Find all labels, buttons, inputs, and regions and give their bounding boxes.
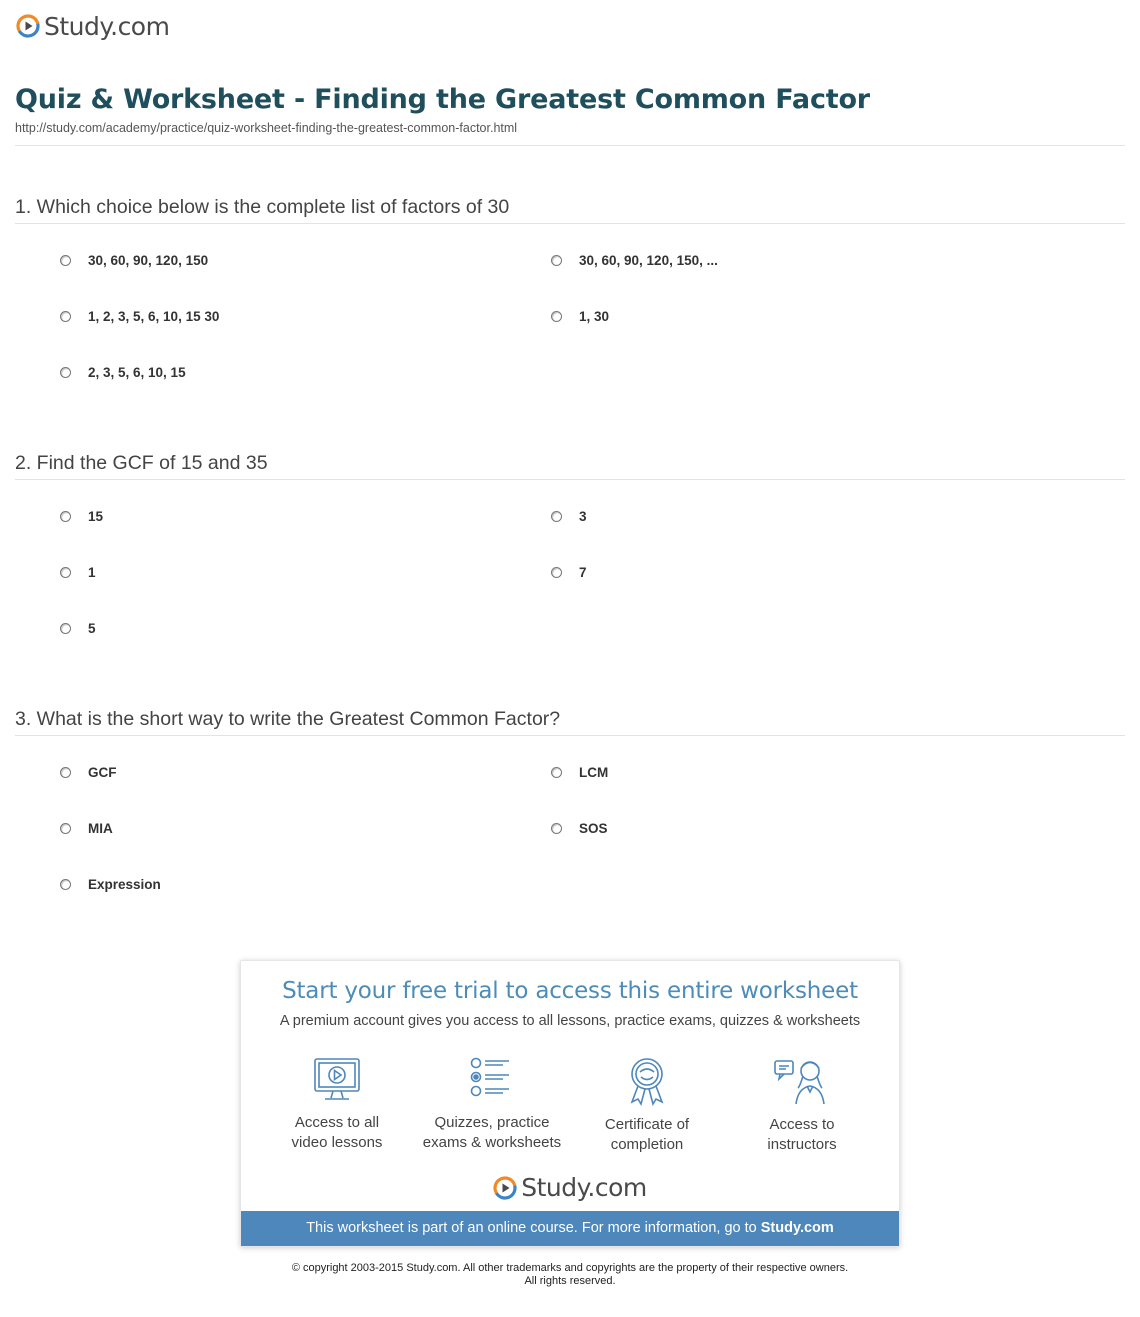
option-label: LCM: [579, 764, 609, 780]
option-label: 5: [88, 620, 96, 636]
option-label: 7: [579, 564, 587, 580]
feature-label-line: video lessons: [291, 1134, 383, 1151]
study-logo-icon: [16, 14, 40, 38]
instructor-icon: [772, 1056, 832, 1106]
feature-label: [572, 1115, 722, 1155]
answer-option[interactable]: [60, 618, 96, 638]
feature-label: [417, 1113, 567, 1153]
study-link[interactable]: Study.com: [760, 1220, 834, 1236]
radio-button[interactable]: [60, 767, 71, 778]
option-label: 3: [579, 508, 587, 524]
page-title: Quiz & Worksheet - Finding the Greatest Common Factor: [15, 84, 870, 115]
logo-text: Study.com: [44, 11, 170, 41]
feature-instructors: [727, 1056, 877, 1155]
feature-label-line: Access to: [769, 1116, 835, 1133]
radio-button[interactable]: [551, 311, 562, 322]
answer-option[interactable]: [551, 250, 718, 270]
copyright: [0, 1262, 1140, 1288]
answer-option[interactable]: [60, 762, 117, 782]
radio-button[interactable]: [60, 511, 71, 522]
header-divider: [15, 145, 1125, 146]
promo-footer-bar: [241, 1211, 899, 1246]
option-label: 15: [88, 508, 104, 524]
study-logo-icon: [493, 1176, 517, 1200]
feature-label-line: instructors: [767, 1136, 837, 1153]
option-label: GCF: [88, 764, 117, 780]
answer-option[interactable]: [60, 818, 113, 838]
answer-option[interactable]: [551, 562, 587, 582]
site-logo[interactable]: [16, 10, 169, 42]
radio-button[interactable]: [551, 823, 562, 834]
answer-option[interactable]: [551, 762, 608, 782]
answer-option[interactable]: [60, 874, 161, 894]
question-text: 1. Which choice below is the complete list of factors of 30: [15, 196, 510, 218]
feature-label-line: Certificate of: [604, 1116, 690, 1133]
copyright-line: All rights reserved.: [524, 1275, 616, 1287]
radio-button[interactable]: [60, 367, 71, 378]
feature-label: [262, 1113, 412, 1153]
question-divider: [15, 735, 1125, 736]
radio-button[interactable]: [60, 567, 71, 578]
option-label: 1, 30: [579, 308, 610, 324]
radio-button[interactable]: [60, 879, 71, 890]
radio-button[interactable]: [551, 511, 562, 522]
answer-option[interactable]: [60, 306, 219, 326]
promo-headline[interactable]: Start your free trial to access this entire worksheet: [282, 978, 858, 1004]
certificate-icon: [621, 1056, 673, 1106]
feature-label: [727, 1115, 877, 1155]
option-label: 1, 2, 3, 5, 6, 10, 15 30: [88, 308, 220, 324]
copyright-line: © copyright 2003-2015 Study.com. All other trademarks and copyrights are the property of their respective owners.: [291, 1262, 849, 1274]
feature-label-line: exams & worksheets: [422, 1134, 562, 1151]
answer-option[interactable]: [551, 306, 609, 326]
question-divider: [15, 223, 1125, 224]
option-label: Expression: [88, 876, 161, 892]
promo-logo[interactable]: [241, 1173, 899, 1202]
option-label: 30, 60, 90, 120, 150, ...: [579, 252, 718, 268]
answer-option[interactable]: [60, 250, 208, 270]
promo-subheadline: A premium account gives you access to all lessons, practice exams, quizzes & worksheets: [279, 1013, 861, 1029]
video-lesson-icon: [311, 1056, 363, 1104]
question-text: 2. Find the GCF of 15 and 35: [15, 452, 268, 474]
question-3: [15, 704, 1125, 734]
option-label: SOS: [579, 820, 608, 836]
radio-button[interactable]: [60, 255, 71, 266]
answer-option[interactable]: [60, 562, 96, 582]
feature-certificate: [572, 1056, 722, 1155]
quiz-list-icon: [466, 1056, 518, 1104]
feature-video-lessons: [262, 1056, 412, 1153]
free-trial-promo: [240, 960, 900, 1247]
feature-label-line: Quizzes, practice: [434, 1114, 550, 1131]
answer-option[interactable]: [60, 506, 103, 526]
feature-label-line: completion: [610, 1136, 684, 1153]
radio-button[interactable]: [551, 767, 562, 778]
radio-button[interactable]: [60, 623, 71, 634]
option-label: 2, 3, 5, 6, 10, 15: [88, 364, 186, 380]
option-label: 1: [88, 564, 96, 580]
page-url: http://study.com/academy/practice/quiz-worksheet-finding-the-greatest-common-factor.html: [15, 121, 518, 135]
radio-button[interactable]: [60, 311, 71, 322]
logo-text: Study.com: [521, 1173, 647, 1202]
option-label: 30, 60, 90, 120, 150: [88, 252, 209, 268]
feature-quizzes: [417, 1056, 567, 1153]
radio-button[interactable]: [551, 567, 562, 578]
feature-label-line: Access to all: [294, 1114, 380, 1131]
question-1: [15, 192, 1125, 222]
answer-option[interactable]: [551, 506, 587, 526]
question-text: 3. What is the short way to write the Greatest Common Factor?: [15, 708, 561, 730]
radio-button[interactable]: [551, 255, 562, 266]
promo-footer-text: This worksheet is part of an online course. For more information, go to: [306, 1220, 761, 1236]
question-2: [15, 448, 1125, 478]
answer-option[interactable]: [60, 362, 186, 382]
answer-option[interactable]: [551, 818, 608, 838]
question-divider: [15, 479, 1125, 480]
option-label: MIA: [88, 820, 113, 836]
radio-button[interactable]: [60, 823, 71, 834]
